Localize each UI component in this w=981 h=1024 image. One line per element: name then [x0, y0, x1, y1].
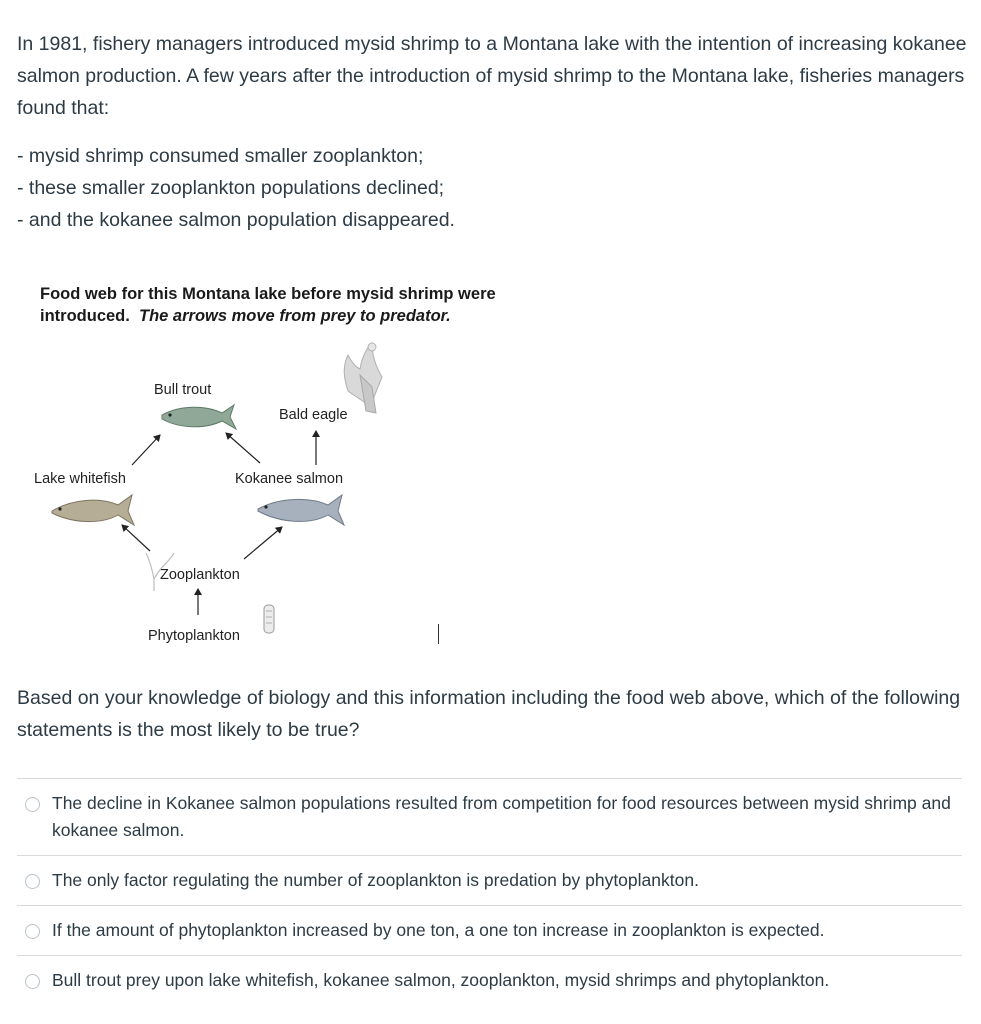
answer-text: If the amount of phytoplankton increased by one ton, a one ton increase in zooplankton is expected.	[52, 920, 825, 940]
answer-option[interactable]	[17, 778, 962, 855]
answer-option[interactable]	[17, 955, 962, 1005]
answer-list	[17, 778, 962, 1005]
answer-text: The only factor regulating the number of zooplankton is predation by phytoplankton.	[52, 870, 699, 890]
label-zooplankton: Zooplankton	[160, 567, 240, 583]
figure-title-line1: Food web for this Montana lake before mysid shrimp were	[40, 285, 496, 303]
radio-button[interactable]	[25, 874, 40, 889]
label-kokanee-salmon: Kokanee salmon	[235, 471, 344, 487]
answer-option[interactable]	[17, 855, 962, 905]
arrow-zooplankton-to-whitefish	[122, 525, 150, 551]
finding-item: - and the kokanee salmon population disappeared.	[17, 209, 455, 231]
question-prompt: Based on your knowledge of biology and this information including the food web above, which of the following statements is the most likely to be true?	[17, 687, 961, 741]
answer-text: The decline in Kokanee salmon populations resulted from competition for food resources between mysid shrimp and kokanee salmon.	[52, 793, 951, 840]
bull-trout-icon	[162, 405, 236, 429]
finding-item: - mysid shrimp consumed smaller zooplankton;	[17, 145, 424, 167]
food-web-figure	[30, 283, 590, 663]
phytoplankton-icon	[264, 605, 274, 633]
label-bald-eagle: Bald eagle	[279, 407, 348, 423]
arrow-kokanee-to-bulltrout	[226, 433, 260, 463]
label-lake-whitefish: Lake whitefish	[34, 471, 126, 487]
lake-whitefish-icon	[52, 495, 134, 525]
label-bull-trout: Bull trout	[154, 382, 212, 398]
radio-button[interactable]	[25, 974, 40, 989]
kokanee-salmon-icon	[258, 495, 344, 525]
bald-eagle-icon	[344, 343, 382, 413]
radio-button[interactable]	[25, 797, 40, 812]
figure-title-italic: The arrows move from prey to predator.	[139, 307, 451, 325]
question-intro: In 1981, fishery managers introduced mysid shrimp to a Montana lake with the intention of increasing kokanee salmon production. A few years after the introduction of mysid shrimp to the Montana lake, fisheries managers found that:	[17, 33, 967, 119]
figure-title-bold: introduced.	[40, 307, 130, 325]
radio-button[interactable]	[25, 924, 40, 939]
arrow-whitefish-to-bulltrout	[132, 435, 160, 465]
answer-option[interactable]	[17, 905, 962, 955]
arrow-zooplankton-to-kokanee	[244, 527, 282, 559]
text-cursor	[438, 624, 439, 644]
finding-item: - these smaller zooplankton populations declined;	[17, 177, 445, 199]
answer-text: Bull trout prey upon lake whitefish, kokanee salmon, zooplankton, mysid shrimps and phytoplankton.	[52, 970, 830, 990]
finding-list	[17, 140, 967, 236]
question-text	[17, 28, 967, 236]
label-phytoplankton: Phytoplankton	[148, 628, 240, 644]
